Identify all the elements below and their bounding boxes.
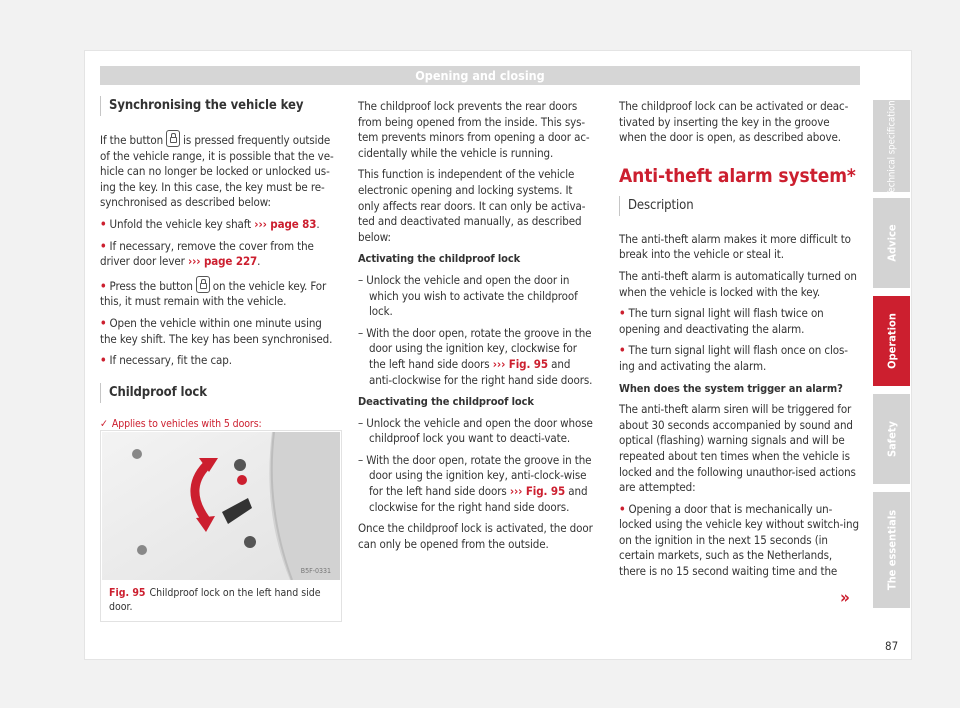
- figure-label: Fig. 95: [109, 587, 146, 599]
- tab-the-essentials[interactable]: The essentials: [873, 492, 910, 608]
- dash-item: – With the door open, rotate the groove in the door using the ignition key, anti-clock-wise for the left hand side doors ››› Fig. 95 and clockwise for the right hand side doors.: [358, 452, 592, 514]
- paragraph: This function is independent of the vehicle electronic opening and locking systems. It only affects rear doors. It can only be activa-ted and deactivated manually, as described below:: [358, 167, 586, 244]
- section-title-childproof: Childproof lock: [100, 383, 338, 403]
- tab-operation[interactable]: Operation: [873, 296, 910, 386]
- dash-item: – Unlock the vehicle and open the door whose childproof lock you want to deacti-vate.: [358, 415, 593, 446]
- intro-paragraph: If the button is pressed frequently outside of the vehicle range, it is possible that the ve-hicle can no longer be locked or unlocked us-ing the key. In this case, the key must be re-synchronised as described below:: [100, 130, 338, 211]
- tab-technical-specifications[interactable]: Technical specifications: [873, 100, 910, 192]
- paragraph: The childproof lock prevents the rear doors from being opened from the inside. This sys-tem prevents minors from opening a door ac-cidentally while the vehicle is running.: [358, 99, 590, 160]
- bullet-item: • The turn signal light will flash twice on opening and deactivating the alarm.: [619, 306, 824, 336]
- tab-safety[interactable]: Safety: [873, 394, 910, 484]
- applies-note: ✓ Applies to vehicles with 5 doors:: [100, 417, 262, 430]
- paragraph: Once the childproof lock is activated, the door can only be opened from the outside.: [358, 521, 593, 551]
- bullet-item: • Press the button on the vehicle key. For this, it must remain with the vehicle.: [100, 276, 338, 310]
- bullet-icon: •: [619, 306, 626, 321]
- page-ref-link[interactable]: ››› page 227: [187, 254, 258, 269]
- bullet-icon: •: [100, 315, 107, 330]
- paragraph: The anti-theft alarm makes it more difficult to break into the vehicle or steal it.: [619, 231, 851, 262]
- bullet-icon: •: [100, 238, 107, 253]
- checkmark-icon: ✓: [100, 417, 108, 430]
- bullet-item: • Opening a door that is mechanically un-locked using the vehicle key without switch-ing on the ignition in the next 15 seconds (in certain markets, such as the Netherlands, there is no 15 second waiting time and the: [619, 501, 859, 579]
- dash-item: – With the door open, rotate the groove in the door using the ignition key, clockwise for the left hand side doors ››› Fig. 95 and anti-clockwise for the right hand side doors.: [358, 325, 593, 387]
- bullet-icon: •: [100, 353, 107, 368]
- page-number: 87: [885, 639, 899, 653]
- continue-arrow-icon: »: [840, 588, 850, 608]
- column-left: [100, 96, 338, 438]
- bullet-item: • If necessary, remove the cover from the driver door lever ››› page 227.: [100, 238, 314, 269]
- bullet-icon: •: [100, 278, 107, 293]
- childproof-lock-illustration: [102, 432, 340, 580]
- paragraph: The childproof lock can be activated or deac-tivated by inserting the key in the groove when the door is open, as described above.: [619, 99, 849, 145]
- figure-code: B5F-0331: [300, 567, 331, 575]
- bullet-item: • Unfold the vehicle key shaft ››› page 83.: [100, 216, 320, 231]
- bullet-icon: •: [619, 501, 626, 516]
- description-subheading: Description: [619, 196, 859, 216]
- figure-ref-link[interactable]: ››› Fig. 95: [492, 356, 548, 371]
- alarm-trigger-heading: When does the system trigger an alarm?: [619, 381, 843, 395]
- page-ref-link[interactable]: ››› page 83: [254, 216, 317, 231]
- deactivating-heading: Deactivating the childproof lock: [358, 395, 534, 409]
- column-right: [619, 99, 859, 586]
- section-title-synchronising: Synchronising the vehicle key: [100, 96, 338, 116]
- figure-caption: Fig. 95 Childproof lock on the left hand side door.: [109, 587, 321, 613]
- figure-95: [100, 430, 342, 622]
- chapter-sidebar: [873, 95, 910, 608]
- activating-heading: Activating the childproof lock: [358, 252, 521, 266]
- paragraph: The anti-theft alarm siren will be triggered for about 30 seconds accompanied by sound and optical (flashing) warning signals and will be repeated about ten times when the vehicle is locked and the following unauthor-ised actions are attempted:: [619, 402, 856, 495]
- tab-advice[interactable]: Advice: [873, 198, 910, 288]
- page-header: Opening and closing: [100, 66, 860, 85]
- bullet-item: • If necessary, fit the cap.: [100, 353, 232, 368]
- paragraph: The anti-theft alarm is automatically turned on when the vehicle is locked with the key.: [619, 268, 857, 299]
- key-lock-button-icon: [166, 130, 180, 147]
- key-lock-button-icon: [196, 276, 210, 293]
- bullet-icon: •: [619, 343, 626, 358]
- column-middle: [358, 99, 596, 558]
- dash-item: – Unlock the vehicle and open the door in which you wish to activate the childproof lock.: [358, 272, 578, 319]
- anti-theft-heading: Anti-theft alarm system*: [619, 164, 856, 187]
- bullet-icon: •: [100, 216, 107, 231]
- bullet-item: • The turn signal light will flash once on clos-ing and activating the alarm.: [619, 343, 848, 373]
- bullet-item: • Open the vehicle within one minute using the key shift. The key has been synchronised.: [100, 315, 333, 346]
- figure-ref-link[interactable]: ››› Fig. 95: [509, 484, 566, 499]
